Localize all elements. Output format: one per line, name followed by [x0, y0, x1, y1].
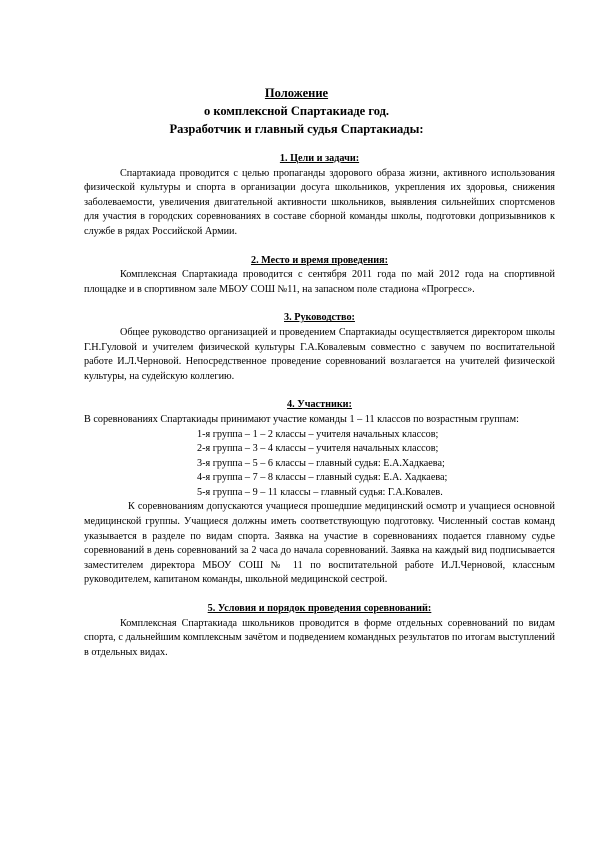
title-line-3: Разработчик и главный судья Спартакиады: — [169, 122, 424, 136]
age-group-item: 3-я группа – 5 – 6 классы – главный судья: Е.А.Хадкаева; — [197, 457, 445, 469]
section-paragraph: Комплексная Спартакиада проводится с сентября 2011 года по май 2012 года на спортивной площадке и в спортивном зале МБОУ СОШ №11, на запасном поле стадиона «Прогресс». — [84, 269, 555, 295]
section-heading: 4. Участники: — [287, 399, 352, 411]
document-title — [80, 84, 513, 138]
section-participants — [84, 398, 555, 588]
section-heading: 2. Место и время проведения: — [250, 254, 389, 266]
section-paragraph: Спартакиада проводится с целью пропаганды здорового образа жизни, активного использования физической культуры и спорта в организации досуга школьников, укрепления их здоровья, снижения заболеваемости, увеличения двигательной активности школьников, выявления сильнейших спортсменов для участия в городских соревнованиях в составе сборной команды школы, подготовки допризывников к службе в рядах Российской Армии. — [84, 167, 555, 237]
section-heading: 3. Руководство: — [284, 312, 355, 324]
section-heading: 5. Условия и порядок проведения соревнований: — [207, 603, 432, 615]
section-paragraph: Комплексная Спартакиада школьников проводится в форме отдельных соревнований по видам спорта, с дальнейшим комплексным зачётом и подведением командных результатов по итогам выступлений в отдельных видах. — [84, 617, 555, 658]
title-line-2: о комплексной Спартакиаде год. — [203, 104, 390, 118]
section-heading: 1. Цели и задачи: — [279, 153, 360, 164]
section-goals — [84, 152, 555, 240]
section-conditions — [84, 602, 555, 660]
participants-intro: В соревнованиях Спартакиады принимают участие команды 1 – 11 классов по возрастным группам: — [84, 413, 519, 425]
section-management — [84, 311, 555, 384]
participants-closing: К соревнованиям допускаются учащиеся прошедшие медицинский осмотр и учащиеся основной медицинской группы. Учащиеся должны иметь соответствующую подготовку. Численный состав команд указывается в разделе по видам спорта. Заявка на участие в соревнованиях подается главному судье соревнований в день соревнований за 2 часа до начала соревнований. Заявка на каждый вид подписывается заместителем директора МБОУ СОШ № 11 по воспитательной работе И.Л.Черновой, классным руководителем, капитаном команды, школьной медицинской сестрой. — [84, 501, 555, 586]
title-line-1: Положение — [264, 86, 329, 100]
age-group-item: 4-я группа – 7 – 8 классы – главный судья: Е.А. Хадкаева; — [197, 472, 448, 484]
age-groups-list — [84, 428, 555, 501]
section-paragraph: Общее руководство организацией и проведением Спартакиады осуществляется директором школы Г.Н.Гуловой и учителем физической культуры Г.А.Ковалевым совместно с завучем по воспитательной работе И.Л.Черновой. Непосредственное проведение соревнований возлагается на учителей физической культуры, на судейскую коллегию. — [84, 326, 555, 382]
age-group-item: 1-я группа – 1 – 2 классы – учителя начальных классов; — [197, 428, 439, 440]
age-group-item: 5-я группа – 9 – 11 классы – главный судья: Г.А.Ковалев. — [197, 486, 443, 498]
age-group-item: 2-я группа – 3 – 4 классы – учителя начальных классов; — [197, 443, 439, 455]
document-body — [84, 152, 555, 660]
section-place-time — [84, 254, 555, 298]
